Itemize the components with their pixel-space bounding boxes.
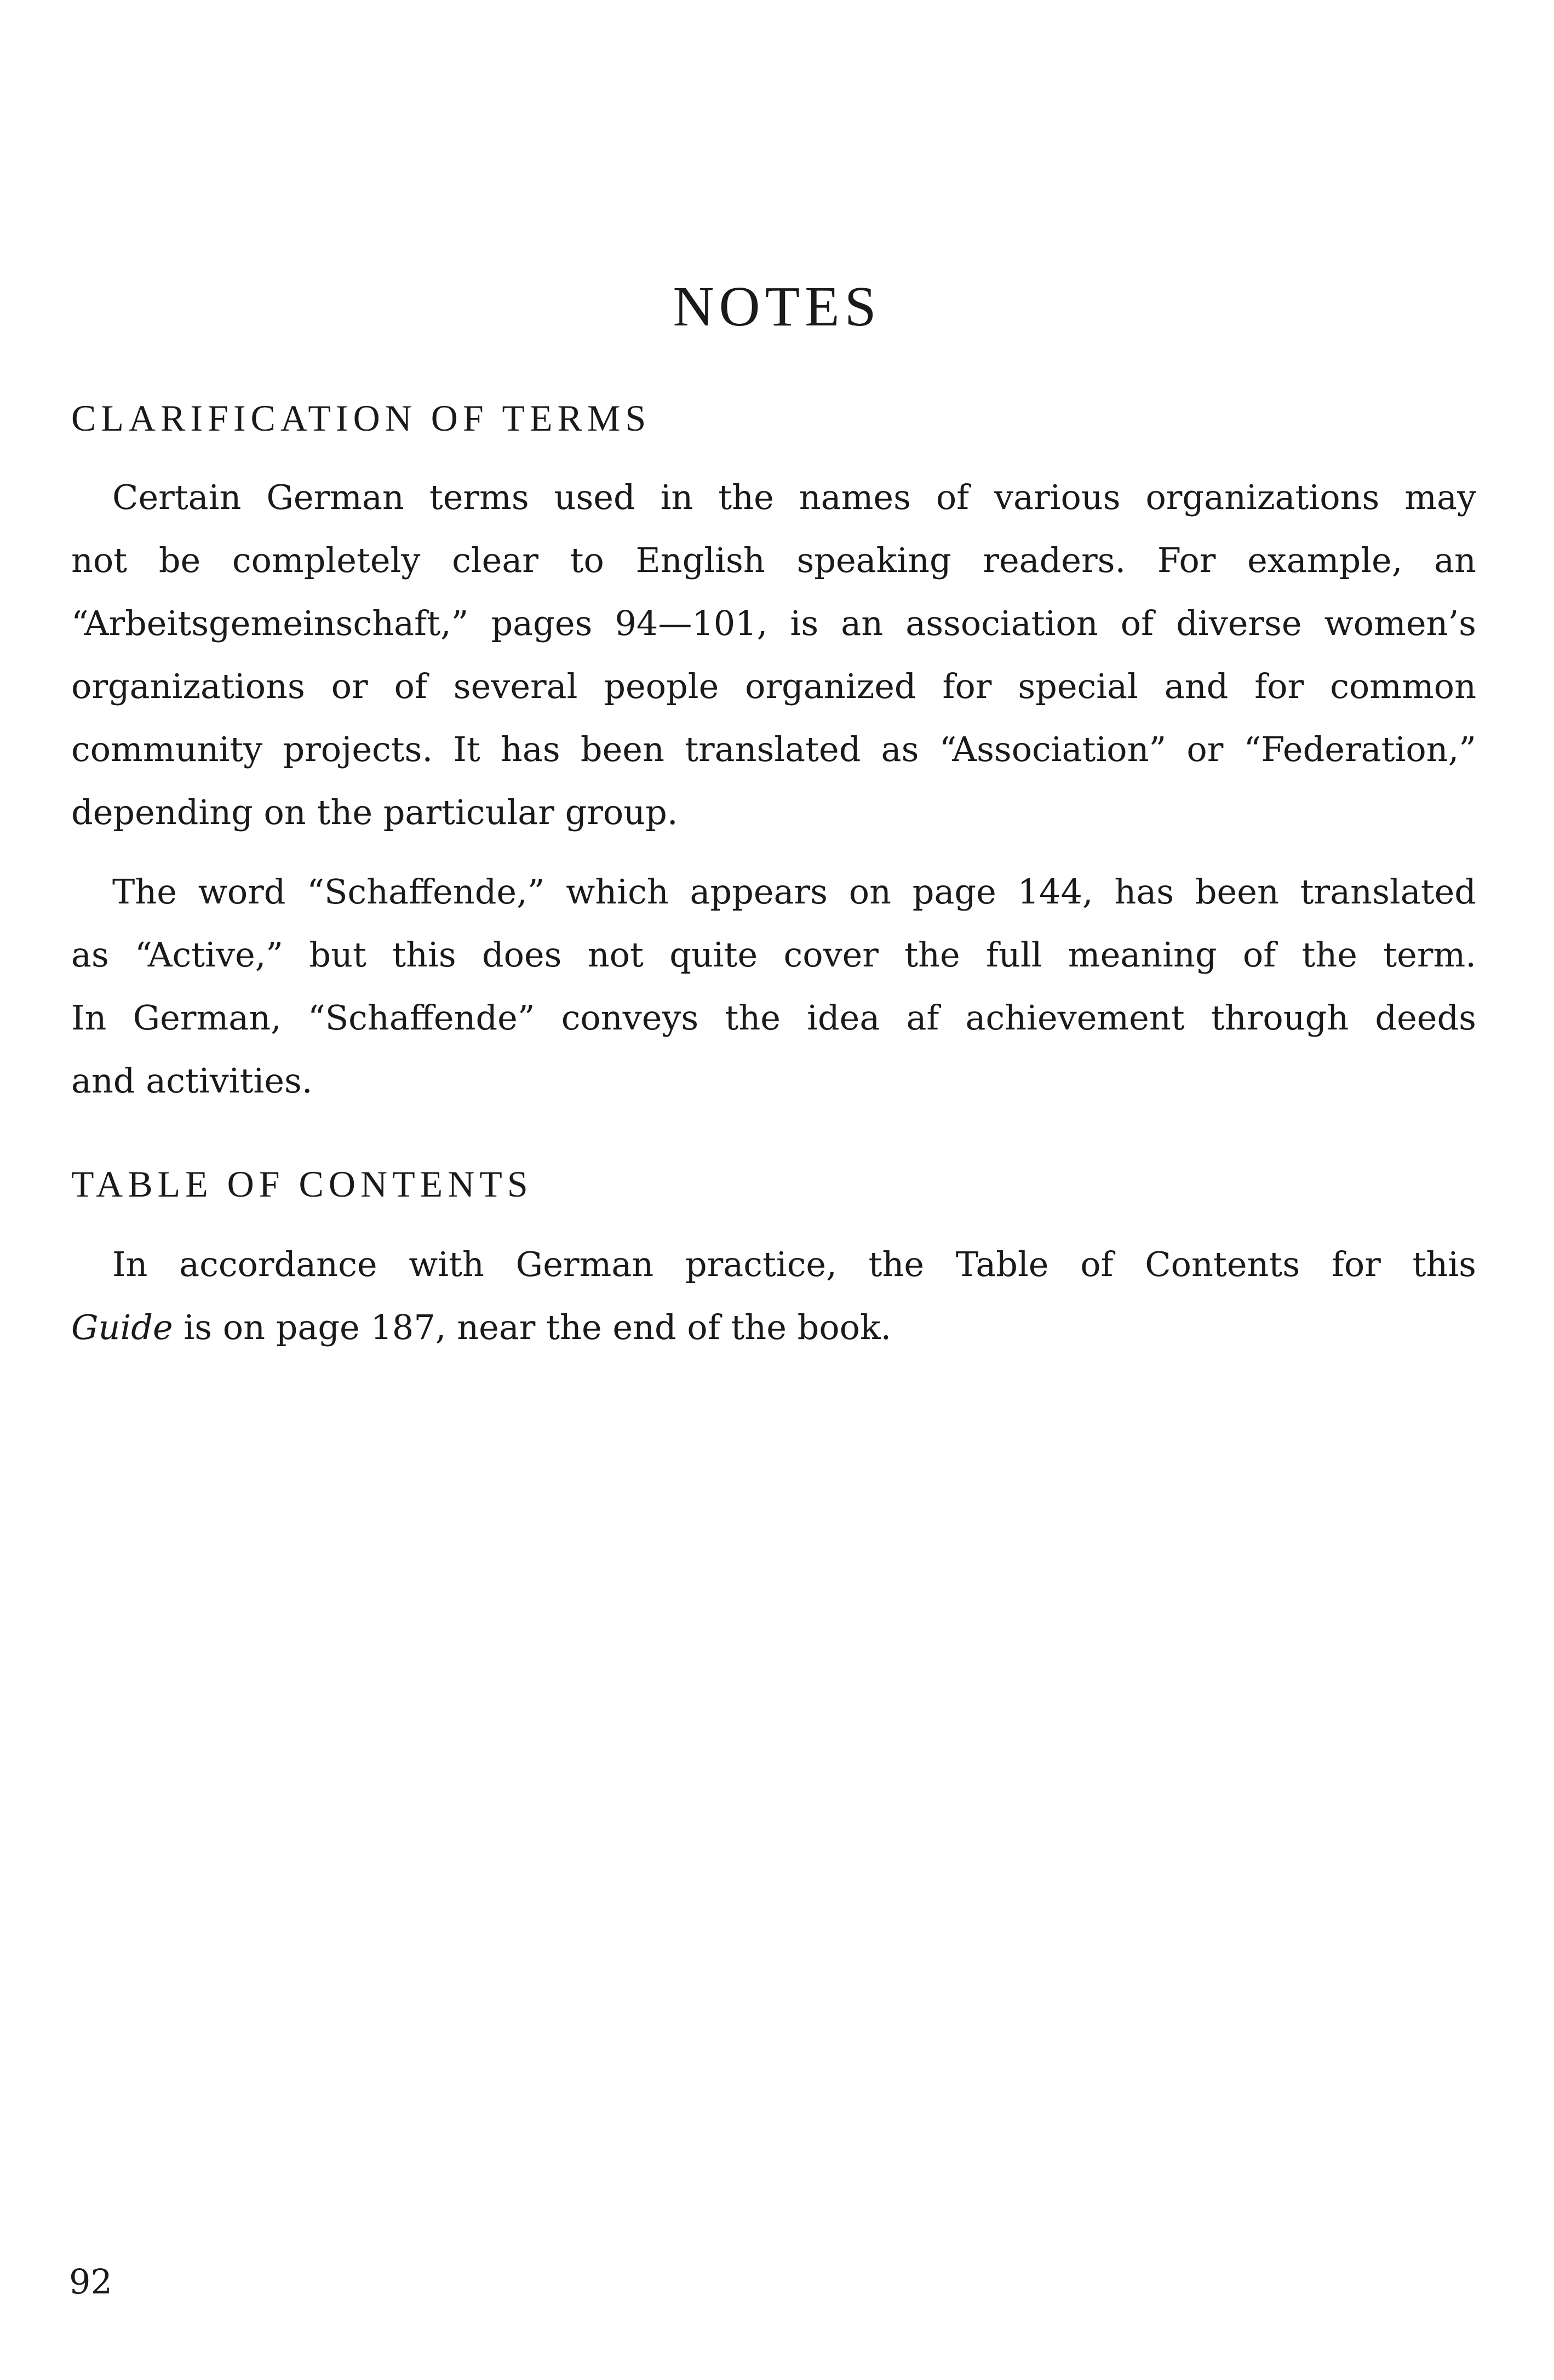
text-line-remainder: is on page 187, near the end of the book. — [184, 1307, 892, 1347]
italic-guide-word: Guide — [71, 1307, 173, 1347]
page-title: NOTES — [673, 275, 881, 338]
text-line: depending on the particular group. — [71, 792, 678, 832]
text-line: organizations or of several people organized for special and for common — [71, 666, 1476, 706]
page-number: 92 — [69, 2262, 112, 2302]
section-heading-clarification-of-terms: CLARIFICATION OF TERMS — [71, 397, 651, 439]
text-line: In German, “Schaffende” conveys the idea af achievement through deeds — [71, 998, 1476, 1038]
text-line: “Arbeitsgemeinschaft,” pages 94—101, is an association of diverse women’s — [71, 603, 1476, 643]
paragraph-german-terms — [71, 466, 1476, 844]
paragraph-table-of-contents — [71, 1233, 1476, 1359]
text-line: not be completely clear to English speaking readers. For example, an — [71, 540, 1476, 580]
text-line: In accordance with German practice, the Table of Contents for this — [112, 1244, 1476, 1284]
text-line-with-italic-lead — [71, 1296, 1476, 1359]
paragraph-schaffende — [71, 860, 1476, 1112]
text-line: as “Active,” but this does not quite cover the full meaning of the term. — [71, 935, 1476, 975]
text-line: community projects. It has been translated as “Association” or “Federation,” — [71, 729, 1476, 769]
section-heading-table-of-contents: TABLE OF CONTENTS — [71, 1163, 533, 1205]
text-line: The word “Schaffende,” which appears on page 144, has been translated — [112, 872, 1476, 912]
text-line: and activities. — [71, 1061, 313, 1101]
text-line: Certain German terms used in the names of various organizations may — [112, 477, 1476, 517]
